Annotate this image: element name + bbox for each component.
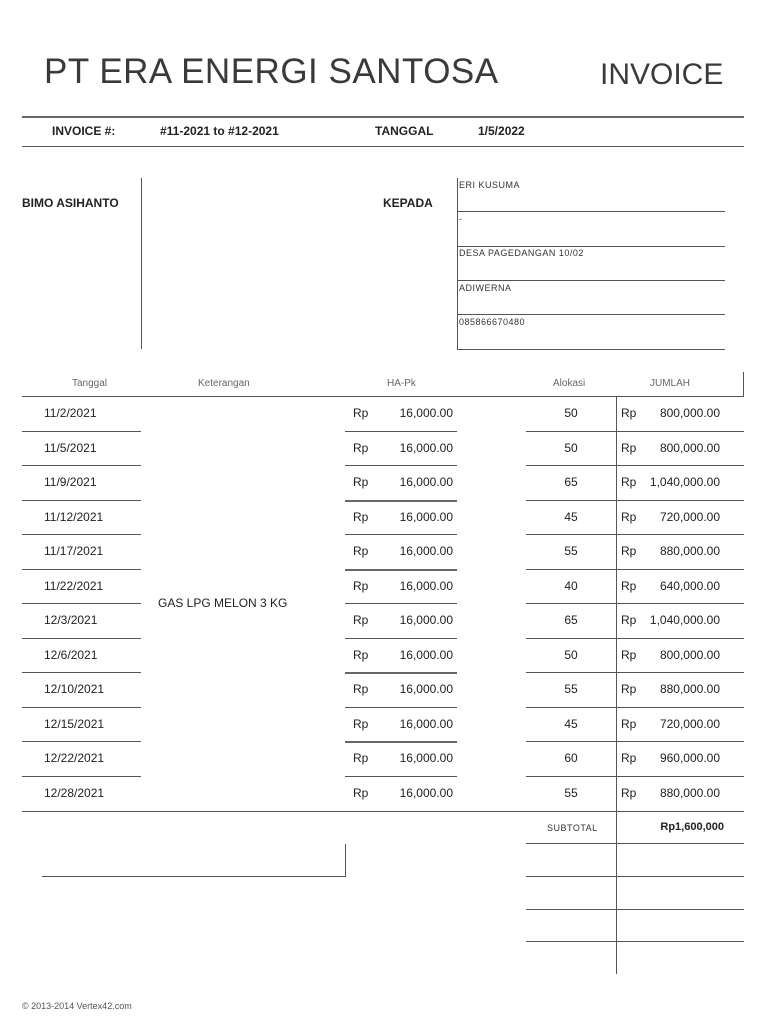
row-price-currency: Rp: [353, 648, 369, 662]
col-header-date: Tanggal: [72, 378, 108, 389]
row-rule: [345, 672, 457, 674]
row-date: 11/9/2021: [44, 475, 97, 489]
row-price: 16,000.00: [399, 579, 453, 593]
row-rule: [526, 465, 744, 466]
row-rule: [526, 638, 744, 639]
row-rule: [345, 534, 457, 535]
to-line-5: 085866670480: [459, 317, 526, 327]
row-price-currency: Rp: [353, 751, 369, 765]
row-amount: 960,000.00: [659, 751, 720, 765]
to-line-4: ADIWERNA: [459, 283, 512, 293]
row-price-currency: Rp: [353, 613, 369, 627]
amount-column-divider: [616, 396, 617, 812]
row-price-currency: Rp: [353, 717, 369, 731]
row-amount-currency: Rp: [621, 682, 637, 696]
header-right-border: [743, 372, 744, 396]
row-price-currency: Rp: [353, 786, 369, 800]
row-rule: [345, 776, 457, 777]
notes-box-right-border: [345, 844, 346, 876]
row-amount: 880,000.00: [659, 786, 720, 800]
row-date: 12/3/2021: [44, 613, 98, 627]
row-amount-currency: Rp: [621, 613, 637, 627]
row-rule: [526, 707, 744, 708]
row-price-currency: Rp: [353, 406, 369, 420]
invoice-number-value: #11-2021 to #12-2021: [160, 124, 279, 138]
col-header-price: HA-Pk: [387, 378, 416, 389]
to-line-rule: [457, 349, 725, 350]
row-amount-currency: Rp: [621, 648, 637, 662]
date-label: TANGGAL: [375, 124, 434, 138]
row-qty: 45: [564, 510, 578, 524]
row-rule: [526, 569, 744, 570]
row-qty: 60: [564, 751, 578, 765]
invoice-number-label: INVOICE #:: [52, 124, 116, 138]
row-amount-currency: Rp: [621, 441, 637, 455]
row-amount: 800,000.00: [659, 406, 720, 420]
to-line-rule: [457, 211, 725, 212]
row-amount: 720,000.00: [659, 510, 720, 524]
row-price-currency: Rp: [353, 682, 369, 696]
row-rule: [22, 707, 141, 708]
row-amount: 1,040,000.00: [649, 475, 720, 489]
row-price-currency: Rp: [353, 544, 369, 558]
row-price: 16,000.00: [399, 441, 453, 455]
row-rule: [22, 776, 141, 777]
row-price: 16,000.00: [399, 406, 453, 420]
row-rule: [526, 741, 744, 742]
row-price-currency: Rp: [353, 441, 369, 455]
row-rule: [526, 431, 744, 432]
row-rule: [22, 672, 141, 673]
row-rule: [22, 431, 141, 432]
row-amount-currency: Rp: [621, 406, 637, 420]
row-rule: [526, 534, 744, 535]
row-amount: 880,000.00: [659, 682, 720, 696]
row-amount-currency: Rp: [621, 579, 637, 593]
row-rule: [526, 672, 744, 673]
row-rule: [526, 603, 744, 604]
row-amount-currency: Rp: [621, 717, 637, 731]
row-rule: [526, 776, 744, 777]
row-qty: 50: [564, 441, 578, 455]
row-rule: [22, 741, 141, 742]
to-line-rule: [457, 246, 725, 247]
table-bottom-rule: [22, 811, 744, 812]
row-date: 11/2/2021: [44, 406, 97, 420]
row-rule: [345, 741, 457, 743]
row-qty: 55: [564, 544, 578, 558]
row-amount-currency: Rp: [621, 475, 637, 489]
row-price-currency: Rp: [353, 475, 369, 489]
row-price-currency: Rp: [353, 579, 369, 593]
row-price: 16,000.00: [399, 682, 453, 696]
row-qty: 55: [564, 786, 578, 800]
row-date: 11/17/2021: [44, 544, 104, 558]
row-rule: [345, 603, 457, 604]
row-price-currency: Rp: [353, 510, 369, 524]
row-rule: [22, 500, 141, 501]
row-rule: [22, 534, 141, 535]
row-rule: [345, 569, 457, 571]
row-price: 16,000.00: [399, 475, 453, 489]
row-price: 16,000.00: [399, 510, 453, 524]
row-rule: [22, 569, 141, 570]
row-rule: [345, 500, 457, 502]
totals-rule: [526, 941, 744, 942]
row-amount-currency: Rp: [621, 786, 637, 800]
row-date: 11/22/2021: [44, 579, 104, 593]
row-price: 16,000.00: [399, 786, 453, 800]
col-header-amount: JUMLAH: [650, 378, 691, 389]
row-date: 11/5/2021: [44, 441, 97, 455]
row-qty: 40: [564, 579, 578, 593]
company-name: PT ERA ENERGI SANTOSA: [44, 52, 499, 91]
row-qty: 65: [564, 475, 578, 489]
header-bottom-rule: [22, 396, 744, 397]
row-qty: 45: [564, 717, 578, 731]
document-title: INVOICE: [600, 58, 724, 91]
date-value: 1/5/2022: [478, 124, 525, 138]
row-rule: [22, 638, 141, 639]
row-amount: 1,040,000.00: [649, 613, 720, 627]
to-label: KEPADA: [383, 196, 433, 210]
row-amount: 800,000.00: [659, 441, 720, 455]
row-price: 16,000.00: [399, 751, 453, 765]
meta-top-rule: [22, 116, 744, 118]
row-rule: [345, 638, 457, 639]
row-rule: [345, 465, 457, 466]
row-price: 16,000.00: [399, 648, 453, 662]
to-line-rule: [457, 314, 725, 315]
item-description: GAS LPG MELON 3 KG: [158, 596, 288, 610]
totals-rule: [526, 909, 744, 910]
to-line-1: ERI KUSUMA: [459, 180, 521, 190]
row-rule: [22, 603, 141, 604]
notes-box-bottom-border: [42, 876, 346, 877]
row-date: 12/6/2021: [44, 648, 98, 662]
col-header-description: Keterangan: [198, 378, 250, 389]
row-price: 16,000.00: [399, 544, 453, 558]
to-line-2: -: [459, 214, 463, 224]
row-date: 12/28/2021: [44, 786, 105, 800]
totals-rule: [526, 843, 744, 844]
row-rule: [526, 500, 744, 501]
row-date: 12/10/2021: [44, 682, 105, 696]
subtotal-label: SUBTOTAL: [547, 823, 598, 833]
row-amount-currency: Rp: [621, 751, 637, 765]
copyright-notice: © 2013-2014 Vertex42.com: [22, 1001, 132, 1011]
row-price: 16,000.00: [399, 613, 453, 627]
row-qty: 65: [564, 613, 578, 627]
row-rule: [345, 707, 457, 708]
row-amount: 880,000.00: [659, 544, 720, 558]
row-qty: 55: [564, 682, 578, 696]
row-date: 11/12/2021: [44, 510, 104, 524]
totals-divider: [616, 811, 617, 974]
row-amount-currency: Rp: [621, 510, 637, 524]
row-date: 12/22/2021: [44, 751, 105, 765]
from-divider: [141, 178, 142, 349]
row-rule: [345, 431, 457, 432]
row-amount: 640,000.00: [659, 579, 720, 593]
row-qty: 50: [564, 406, 578, 420]
row-price: 16,000.00: [399, 717, 453, 731]
totals-rule: [526, 876, 744, 877]
meta-bottom-rule: [22, 146, 744, 147]
to-box-left-border: [457, 178, 458, 350]
to-line-rule: [457, 280, 725, 281]
row-date: 12/15/2021: [44, 717, 105, 731]
row-amount: 800,000.00: [659, 648, 720, 662]
row-amount-currency: Rp: [621, 544, 637, 558]
from-name: BIMO ASIHANTO: [22, 196, 119, 210]
subtotal-value: Rp1,600,000: [660, 821, 724, 833]
to-line-3: DESA PAGEDANGAN 10/02: [459, 248, 584, 258]
col-header-qty: Alokasi: [553, 378, 586, 389]
row-amount: 720,000.00: [659, 717, 720, 731]
row-rule: [22, 465, 141, 466]
row-qty: 50: [564, 648, 578, 662]
